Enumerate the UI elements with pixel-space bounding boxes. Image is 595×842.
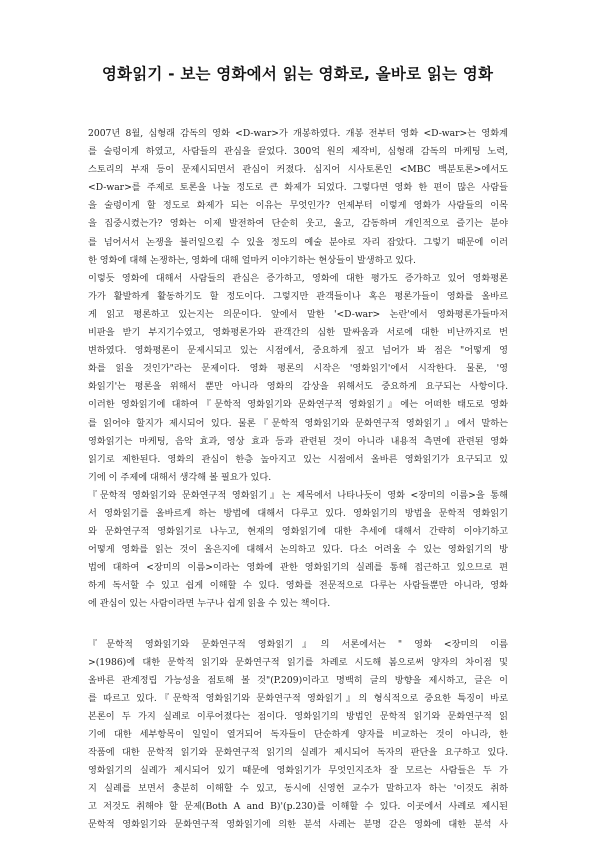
text-line: 기에 대한 세부항목이 일일이 열거되어 독자들이 단순하게 양자를 비교하는 것이 아니라, 한 <box>88 729 508 740</box>
document-body <box>88 125 508 835</box>
text-line: 비판을 받기 부지기수였고, 영화평론가와 관객간의 심한 말싸움과 서로에 대한 비난까지로 번 <box>88 327 508 339</box>
text-line: 한 영화에 대해 논쟁하는, 영화에 대해 얼마커 이야기하는 현상들이 발생하고 있다. <box>88 254 416 266</box>
text-line: 고 저것도 취해야 할 문제(Both A and B)'(p.230)를 이해할 수 있다. 이곳에서 사례로 제시된 <box>88 801 508 813</box>
text-line: 스토리의 부재 등이 문제시되면서 관심이 커졌다. 심지어 시사토론인 <MBC 백분토론>에서도 <box>88 164 508 176</box>
text-line: 문학적 영화읽기와 문화연구적 영화읽기에 의한 분석 사례는 분명 같은 영화에 대한 분석 사 <box>88 819 508 831</box>
text-line: 가가 활발하게 활동하기도 할 정도이다. 그렇지만 관객들이나 혹은 평론가들이 영화를 올바르 <box>88 290 508 302</box>
text-line: 법에 대하여 <장미의 이름>이라는 영화에 관한 영화읽기의 실례를 통해 접근하고 있으므로 편 <box>88 562 508 574</box>
text-line: 를 읽어야 할지가 제시되어 있다. 물론『문학적 영화읽기와 문화연구적 영화읽기』에서 말하는 <box>88 417 508 429</box>
text-line: 영화읽기는 마케팅, 음악 효과, 영상 효과 등과 관련된 것이 아니라 내용적 측면에 관련된 영화 <box>88 435 508 447</box>
text-line: 2007년 8월, 심형래 감독의 영화 <D-war>가 개봉하였다. 개봉 전부터 영화 <D-war>는 영화계 <box>88 128 508 139</box>
text-line: 작품에 대한 문학적 읽기와 문화연구적 읽기의 실례가 제시되어 독자의 판단을 요구하고 있다. <box>88 747 508 759</box>
text-line: 에 관심이 있는 사람이라면 누구나 쉽게 읽을 수 있는 책이다. <box>88 598 331 610</box>
text-line: 어떻게 영화를 읽는 것이 올은지에 대해서 논의하고 있다. 다소 어려울 수 있는 영화읽기의 방 <box>88 544 508 556</box>
text-line: 본론이 두 가지 실례로 이루어졌다는 점이다. 영화읽기의 방법인 문학적 읽기와 문화연구적 읽 <box>88 710 508 722</box>
text-line: 기에 이 주제에 대해서 생각해 볼 필요가 있다. <box>88 471 272 483</box>
text-line: 를 따르고 있다.『문학적 영화읽기와 문화연구적 영화읽기』의 형식적으로 중요한 특징이 바로 <box>88 692 508 704</box>
text-line: 를 넘어서서 논쟁을 불러일으킬 수 있을 정도의 예술 분야로 자리 잡았다. 그렇기 때문에 이러 <box>88 236 508 248</box>
text-line: >(1986)에 대한 문학적 읽기와 문화연구적 읽기를 차례로 시도해 봄으로써 양자의 차이점 및 <box>88 656 508 668</box>
document-title: 영화읽기 - 보는 영화에서 읽는 영화로, 올바로 읽는 영화 <box>101 65 494 83</box>
text-line: 하게 독서할 수 있고 쉽게 이해할 수 있다. 영화를 전문적으로 다루는 사람들뿐만 아니라, 영화 <box>88 580 508 592</box>
text-line: 와 문화연구적 영화읽기로 나누고, 현재의 영화읽기에 대한 추세에 대해서 간략히 이야기하고 <box>88 526 508 538</box>
text-line: 『문학적 영화읽기와 문화연구적 영화읽기』는 제목에서 나타나듯이 영화 <장미의 이름>을 통해 <box>88 489 508 501</box>
text-line: 화를 읽을 것인가"라는 문제이다. 영화 평론의 시작은 '영화읽기'에서 시작한다. 물론, '영 <box>88 363 508 375</box>
text-line: 읽기로 제한된다. 영화의 관심이 한층 높아지고 있는 시점에서 올바른 영화읽기가 요구되고 있 <box>88 453 508 465</box>
text-line: 게 읽고 평론하고 있는지는 의문이다. 앞에서 말한 '<D-war> 논란'에서 영화평론가들마저 <box>88 308 508 320</box>
text-line: <D-war>를 주제로 토론을 나눌 정도로 큰 화제가 되었다. 그렇다면 영화 한 편이 많은 사람들 <box>88 182 508 194</box>
text-line: 이렇듯 영화에 대해서 사람들의 관심은 증가하고, 영화에 대한 평가도 증가하고 있어 영화평론 <box>88 272 508 284</box>
text-line: 변하였다. 영화평론이 문제시되고 있는 시점에서, 중요하게 짚고 넘어가 봐 점은 "어떻게 영 <box>88 345 508 357</box>
text-line: 서 영화읽기를 올바르게 하는 방법에 대해서 다루고 있다. 영화읽기의 방법을 문학적 영화읽기 <box>88 507 508 519</box>
paragraph <box>88 636 508 835</box>
paragraph <box>88 125 508 270</box>
paragraph <box>88 487 508 614</box>
text-line: 올바른 관계정립 가능성을 점토해 볼 것"(P.209)이라고 명백히 글의 방향을 제시하고, 글은 이 <box>88 674 508 686</box>
text-line: 『문학적 영화읽기와 문화연구적 영화읽기』의 서론에서는 " 영화 <장미의 이름 <box>88 638 508 650</box>
paragraph <box>88 270 508 487</box>
text-line: 를 술렁이게 하였고, 사람들의 관심을 끌었다. 300억 원의 제작비, 심형래 감독의 마케팅 노력, <box>88 146 508 158</box>
text-line: 을 집중시켰는가? 영화는 이제 발전하여 단순히 웃고, 울고, 감동하며 개인적으로 즐기는 분야 <box>88 218 508 230</box>
text-line: 지 실례를 보면서 충분히 이해할 수 있고, 동시에 신영헌 교수가 말하고자 하는 '이것도 취하 <box>88 783 508 795</box>
text-line: 을 술렁이게 할 정도로 화제가 되는 이유는 무엇인가? 언제부터 이렇게 영화가 사람들의 이목 <box>88 200 508 212</box>
text-line: 영화읽기의 실례가 제시되어 있기 때문에 영화읽기가 무엇인지조차 잘 모르는 사람들은 두 가 <box>88 765 508 777</box>
text-line: 이러한 영화읽기에 대하여『문학적 영화읽기와 문화연구적 영화읽기』에는 어떠한 태도로 영화 <box>88 399 508 411</box>
text-line: 화읽기'는 평론을 위해서 뿐만 아니라 영화의 감상을 위해서도 중요하게 요구되는 사항이다. <box>88 381 508 393</box>
